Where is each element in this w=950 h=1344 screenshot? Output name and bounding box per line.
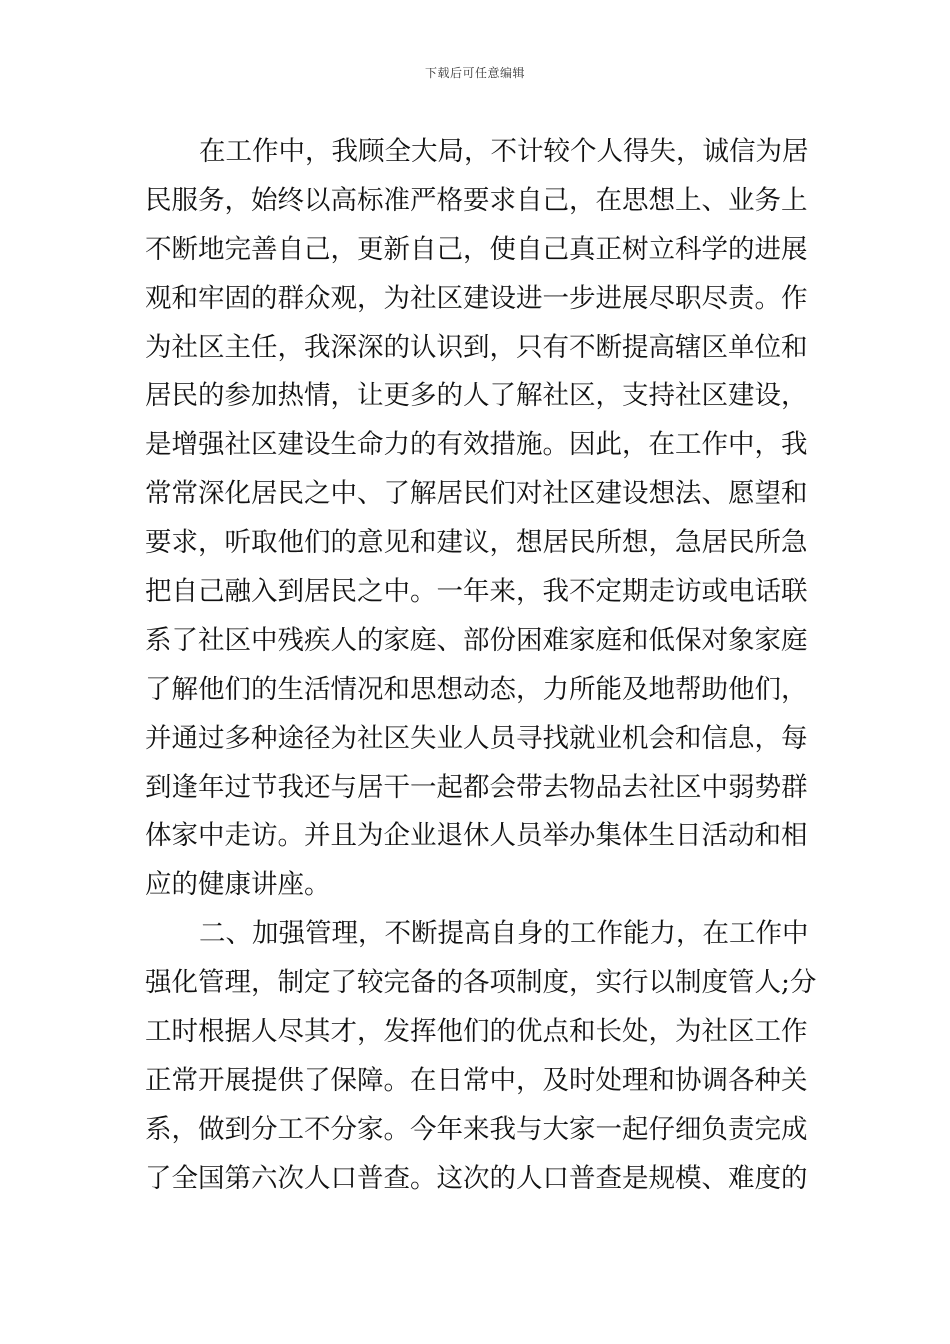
text-line: 不断地完善自己，更新自己，使自己真正树立科学的进展 [145,233,808,265]
text-line: 在工作中，我顾全大局，不计较个人得失，诚信为居 [199,136,809,167]
text-line: 了全国第六次人口普查。这次的人口普查是规模、难度的 [145,1162,808,1194]
text-line: 系了社区中残疾人的家庭、部份困难家庭和低保对象家庭 [145,624,808,656]
text-line: 是增强社区建设生命力的有效措施。因此，在工作中，我 [145,429,808,461]
text-line: 工时根据人尽其才，发挥他们的优点和长处，为社区工作 [145,1016,808,1048]
text-line: 常常深化居民之中、了解居民们对社区建设想法、愿望和 [145,478,808,510]
text-line: 系，做到分工不分家。今年来我与大家一起仔细负责完成 [145,1113,808,1145]
text-line: 民服务，始终以高标准严格要求自己，在思想上、业务上 [145,184,808,216]
text-line: 观和牢固的群众观，为社区建设进一步进展尽职尽责。作 [145,282,808,314]
text-line: 体家中走访。并且为企业退休人员举办集体生日活动和相 [145,820,808,852]
text-line: 要求，听取他们的意见和建议，想居民所想，急居民所急 [145,527,808,559]
text-line: 到逢年过节我还与居干一起都会带去物品去社区中弱势群 [145,771,808,803]
text-line: 把自己融入到居民之中。一年来，我不定期走访或电话联 [145,576,808,608]
text-line: 并通过多种途径为社区失业人员寻找就业机会和信息，每 [145,722,808,754]
text-line: 应的健康讲座。 [145,869,331,901]
text-line: 二、加强管理，不断提高自身的工作能力，在工作中 [199,918,809,950]
text-line: 居民的参加热情，让更多的人了解社区，支持社区建设， [145,380,808,412]
page-header: 下载后可任意编辑 [424,66,525,80]
document-body [145,128,817,1204]
text-line: 为社区主任，我深深的认识到，只有不断提高辖区单位和 [145,331,808,363]
text-line: 了解他们的生活情况和思想动态，力所能及地帮助他们， [145,673,808,705]
text-line: 正常开展提供了保障。在日常中，及时处理和协调各种关 [145,1064,808,1096]
text-line: 强化管理，制定了较完备的各项制度，实行以制度管人;分 [145,967,817,999]
